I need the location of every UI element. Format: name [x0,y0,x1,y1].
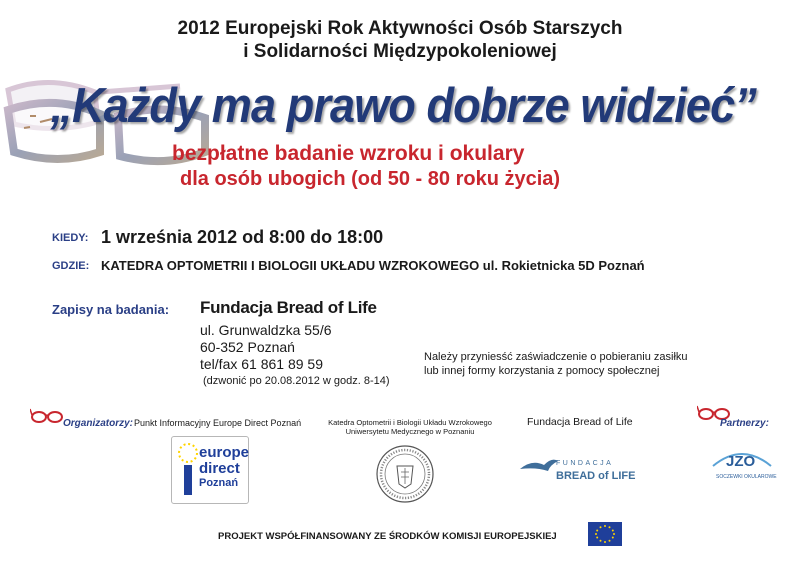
when-value: 1 września 2012 od 8:00 do 18:00 [101,227,384,247]
jzo-logo [709,446,775,472]
when-label: KIEDY: [52,232,89,244]
notice-line-2: lub innej formy korzystania z pomocy społecznej [424,365,660,377]
university-seal-icon [375,444,435,504]
bird-icon [518,455,560,481]
registration-phone: tel/fax 61 861 89 59 [200,356,323,372]
europe-direct-line-3: Poznań [199,477,239,489]
header-line-1: 2012 Europejski Rok Aktywności Osób Starszych [177,18,623,39]
bread-of-life-line-1: FUNDACJA [556,460,614,467]
organizer-2-line-2: Uniwersytetu Medycznego w Poznaniu [345,427,475,436]
notice-line-1: Należy przyniesść zaświadczenie o pobieraniu zasiłku [424,351,688,363]
where-value: KATEDRA OPTOMETRII I BIOLOGII UKŁADU WZROKOWEGO ul. Rokietnicka 5D Poznań [101,258,645,273]
bread-of-life-line-2: BREAD of LIFE [556,470,636,482]
europe-direct-logo [171,436,249,504]
organizer-2 [325,418,495,436]
subtitle-line-2: dla osób ubogich (od 50 - 80 roku życia) [180,168,561,190]
registration-note: (dzwonić po 20.08.2012 w godz. 8-14) [203,375,390,387]
organizer-3: Fundacja Bread of Life [527,416,633,428]
glasses-icon [30,407,64,425]
registration-city: 60-352 Poznań [200,339,295,355]
europe-direct-line-2: direct [199,460,240,477]
jzo-caption: SOCZEWKI OKULAROWE [716,474,777,480]
footer-text: PROJEKT WSPÓŁFINANSOWANY ZE ŚRODKÓW KOMISJI EUROPEJSKIEJ [218,531,557,542]
organizers-label: Organizatorzy: [63,418,134,429]
eu-flag-icon [588,522,622,546]
organizer-1: Punkt Informacyjny Europe Direct Poznań [134,418,302,428]
registration-label: Zapisy na badania: [52,302,170,317]
header-line-2: i Solidarności Międzypokoleniowej [243,41,557,62]
main-title: „Każdy ma prawo dobrze widzieć” [50,79,756,133]
eu-stars-icon [175,441,201,499]
organizer-2-line-1: Katedra Optometrii i Biologii Układu Wzrokowego [328,418,492,427]
registration-street: ul. Grunwaldzka 55/6 [200,322,332,338]
europe-direct-line-1: europe [199,444,250,461]
jzo-name: JZO [726,453,756,470]
where-label: GDZIE: [52,260,90,272]
subtitle-line-1: bezpłatne badanie wzroku i okulary [172,142,525,165]
partners-label: Partnerzy: [720,418,769,429]
registration-org: Fundacja Bread of Life [200,298,377,317]
